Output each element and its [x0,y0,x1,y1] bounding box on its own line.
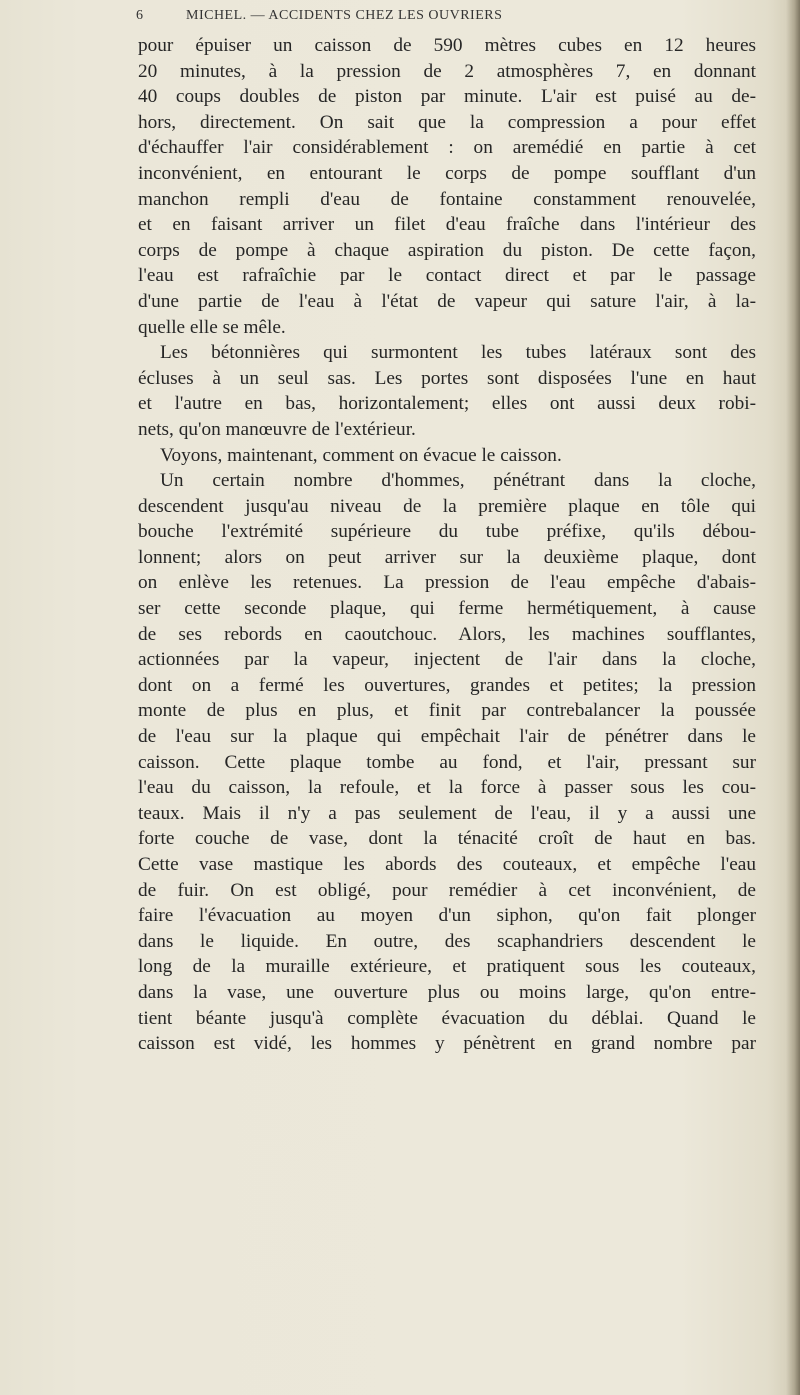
page-number: 6 [136,8,144,23]
text-line: manchon rempli d'eau de fontaine constamment renouvelée, [138,188,756,210]
text-line: hors, directement. On sait que la compression a pour effet [138,111,756,133]
text-line: d'échauffer l'air considérablement : on aremédié en partie à cet [138,137,756,159]
text-line: inconvénient, en entourant le corps de pompe soufflant d'un [138,162,756,184]
text-line: descendent jusqu'au niveau de la première plaque en tôle qui [138,495,756,517]
text-line: Un certain nombre d'hommes, pénétrant dans la cloche, [160,470,756,492]
text-line: long de la muraille extérieure, et pratiquent sous les couteaux, [138,956,756,978]
running-title: MICHEL. — ACCIDENTS CHEZ LES OUVRIERS [186,8,503,23]
text-line: faire l'évacuation au moyen d'un siphon, qu'on fait plonger [138,905,756,927]
text-line: monte de plus en plus, et finit par contrebalancer la poussée [138,700,756,722]
text-line: et en faisant arriver un filet d'eau fraîche dans l'intérieur des [138,214,756,236]
text-line: et l'autre en bas, horizontalement; elles ont aussi deux robi- [138,393,756,415]
text-line: nets, qu'on manœuvre de l'extérieur. [138,418,416,440]
running-header [136,8,756,28]
text-line: dans le liquide. En outre, des scaphandriers descendent le [138,930,756,952]
page-edge-shadow [786,0,800,1395]
text-line: caisson est vidé, les hommes y pénètrent en grand nombre par [138,1033,756,1055]
text-line: corps de pompe à chaque aspiration du piston. De cette façon, [138,239,756,261]
text-line: 40 coups doubles de piston par minute. L'air est puisé au de- [138,86,756,108]
body-text [138,33,756,1057]
text-line: Les bétonnières qui surmontent les tubes latéraux sont des [160,342,756,364]
text-line: 20 minutes, à la pression de 2 atmosphères 7, en donnant [138,60,756,82]
text-line: quelle elle se mêle. [138,316,286,338]
text-line: dans la vase, une ouverture plus ou moins large, qu'on entre- [138,981,756,1003]
text-line: écluses à un seul sas. Les portes sont disposées l'une en haut [138,367,756,389]
text-line: actionnées par la vapeur, injectent de l'air dans la cloche, [138,649,756,671]
text-line: on enlève les retenues. La pression de l'eau empêche d'abais- [138,572,756,594]
text-line: pour épuiser un caisson de 590 mètres cubes en 12 heures [138,35,756,56]
text-line: Cette vase mastique les abords des couteaux, et empêche l'eau [138,854,756,875]
text-line: ser cette seconde plaque, qui ferme hermétiquement, à cause [138,598,756,620]
text-line: Voyons, maintenant, comment on évacue le caisson. [160,444,562,466]
text-line: de ses rebords en caoutchouc. Alors, les machines soufflantes, [138,623,756,645]
text-line: l'eau du caisson, la refoule, et la force à passer sous les cou- [138,777,756,799]
text-line: l'eau est rafraîchie par le contact direct et par le passage [138,265,756,287]
text-line: teaux. Mais il n'y a pas seulement de l'eau, il y a aussi une [138,802,756,824]
text-line: tient béante jusqu'à complète évacuation du déblai. Quand le [138,1007,756,1029]
text-line: caisson. Cette plaque tombe au fond, et l'air, pressant sur [138,751,756,773]
text-line: bouche l'extrémité supérieure du tube préfixe, qu'ils débou- [138,521,756,543]
text-line: d'une partie de l'eau à l'état de vapeur qui sature l'air, à la- [138,290,756,312]
text-line: forte couche de vase, dont la ténacité croît de haut en bas. [138,828,756,850]
text-line: de l'eau sur la plaque qui empêchait l'air de pénétrer dans le [138,726,756,748]
text-line: dont on a fermé les ouvertures, grandes et petites; la pression [138,674,756,696]
text-line: de fuir. On est obligé, pour remédier à cet inconvénient, de [138,879,756,901]
text-line: lonnent; alors on peut arriver sur la deuxième plaque, dont [138,546,756,568]
